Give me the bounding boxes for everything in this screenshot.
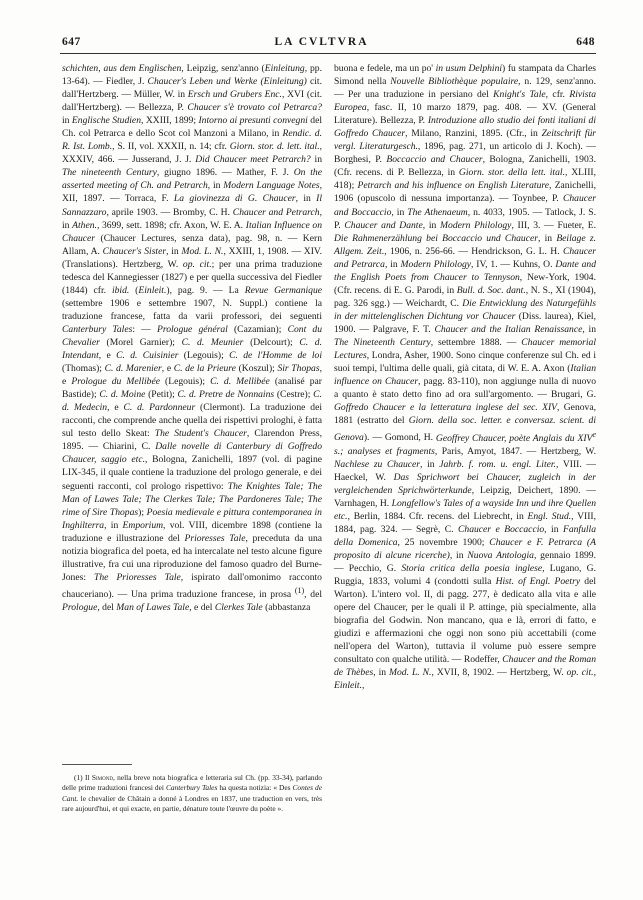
- header-rule: [60, 53, 596, 54]
- right-column-text: buona e fedele, ma un po' in usum Delphini) fu stampata da Charles Simond nella Nouvelle Bibliothèque populaire, n. 129, senz'anno. — Per una traduzione in persiano del Knight's Tale, cfr. Rivista Europea, fasc. II, 10 marzo 1879, pag. 408. — XV. (General Literature). Bellezza, P. Introduzione allo studio dei fonti italiani di Goffredo Chaucer, Milano, Ranzini, 1895. (Cfr., in Zeitschrift für vergl. Literaturgesch., 1896, pag. 271, un articolo di J. Koch). — Borghesi, P. Boccaccio and Chaucer, Bologna, Zanichelli, 1903. (Cfr. recens. di P. Bellezza, in Giorn. stor. della lett. ital., XLIII, 418); Petrarch and his influence on English Literature, Zanichelli, 1906 (opuscolo di nessuna importanza). — Toynbee, P. Chaucer and Boccaccio, in The Athenaeum, n. 4033, 1905. — Tatlock, J. S. P. Chaucer and Dante, in Modern Philology, III, 3. — Fueter, E. Die Rahmenerzählung bei Boccaccio und Chaucer, in Beilage z. Allgem. Zeit., 1906, n. 256-66. — Hendrickson, G. L. H. Chaucer and Petrarca, in Modern Philology, IV, 1. — Kuhns, O. Dante and the English Poets from Chaucer to Tennyson, New-York, 1904. (Cfr. recens. di E. G. Parodi, in Bull. d. Soc. dant., N. S., XI (1904), pag. 326 sgg.) — Weichardt, C. Die Entwicklung des Naturgefühls in der mittelenglischen Dichtung vor Chaucer (Diss. laurea), Kiel, 1900. — Palgrave, F. T. Chaucer and the Italian Renaissance, in The Nineteenth Century, settembre 1888. — Chaucer memorial Lectures, Londra, Asher, 1900. Sono cinque conferenze sul Ch. ed i suoi tempi, l'ultima delle quali, già citata, di W. E. A. Axon (Italian influence on Chaucer, pagg. 83-110), non aggiunge nulla di nuovo a quanto è stato detto fino ad ora sull'argomento. — Brugari, G. Goffredo Chaucer e la letteratura inglese del sec. XIV, Genova, 1881 (estratto del Giorn. della soc. letter. e conversaz. scient. di Genova). — Gomond, H. Geoffrey Chaucer, poète Anglais du XIVe s.; analyses et fragments, Paris, Amyot, 1847. — Hertzberg, W. Nachlese zu Chaucer, in Jahrb. f. rom. u. engl. Liter., VIII. — Haeckel, W. Das Sprichwort bei Chaucer, zugleich in der vergleichenden Sprichwörterkunde, Leipzig, Deichert, 1890. — Varnhagen, H. Longfellow's Tales of a wayside Inn und ihre Quellen etc., Berlin, 1884. Cfr. recens. del Liebrecht, in Engl. Stud., VIII, 1884, pag. 324. — Segrè, C. Chaucer e Boccaccio, in Fanfulla della Domenica, 25 novembre 1900; Chaucer e F. Petrarca (A proposito di alcune ricerche), in Nuova Antologia, gennaio 1899. — Pecchio, G. Storia critica della poesia inglese, Lugano, G. Ruggia, 1833, volumi 4 (condotti sulla Hist. of Engl. Poetry del Warton). L'intero vol. II, di pagg. 277, è dedicato alla vita e alle opere del Chaucer, per le quali il P. attinge, più specialmente, alla biografia del Godwin. Non mancano, qua e là, errori di fatto, e giudizi e affermazioni che oggi non sono più accettabili (come nell'opera del Warton), tuttavia il volume può essere sempre consultato con qualche utilità. — Rodeffer, Chaucer and the Roman de Thèbes, in Mod. L. N., XVII, 8, 1902. — Hertzberg, W. op. cit., Einleit.,: [334, 63, 597, 692]
- left-column: [62, 62, 322, 614]
- running-title: LA CVLTVRA: [274, 36, 369, 48]
- footnote: [62, 773, 322, 814]
- footnote-text: (1) Il Simond, nella breve nota biografica e letteraria sul Ch. (pp. 33-34), parlando delle prime traduzioni francesi dei Canterbury Tales ha questa notizia: « Des Contes de Cant. le chevalier de Châtain a donné à Londres en 1837, une traduction en vers, très rare aujourd'hui, et qui exacte, en partie, dénature toute l'œuvre du poète ».: [62, 773, 323, 813]
- page-number-left: 647: [62, 36, 81, 48]
- page-number-right: 648: [576, 36, 595, 48]
- footnote-rule: [62, 764, 132, 765]
- right-column: [334, 62, 596, 692]
- left-column-text: schichten, aus dem Englischen, Leipzig, senz'anno (Einleitung, pp. 13-64). — Fiedler, J. Chaucer's Leben und Werke (Einleitung) cit. dall'Hertzberg. — Müller, W. in Ersch und Grubers Enc., XVI (cit. dall'Hertzberg). — Bellezza, P. Chaucer s'è trovato col Petrarca? in Englische Studien, XXIII, 1899; Intorno ai presunti convegni del Ch. col Petrarca e dello Scot col Manzoni a Milano, in Rendic. d. R. Ist. Lomb., S. II, vol. XXXII, n. 14; cfr. Giorn. stor. d. lett. ital., XXXIV, 466. — Jusserand, J. J. Did Chaucer meet Petrarch? in The nineteenth Century, giugno 1896. — Mather, F. J. On the asserted meeting of Ch. and Petrarch, in Modern Language Notes, XII, 1897. — Torraca, F. La giovinezza di G. Chaucer, in Il Sannazzaro, aprile 1903. — Bromby, C. H. Chaucer and Petrarch, in Athen., 3699, sett. 1898; cfr. Axon, W. E. A. Italian Influence on Chaucer (Chaucer Lectures, senza data), pag. 98, n. — Kern Allam, A. Chaucer's Sister, in Mod. L. N., XXIII, 1, 1908. — XIV. (Translations). Hertzberg, W. op. cit.; per una prima traduzione tedesca del Kannegiesser (1827) e per quella successiva del Fiedler (1844) cfr. ibid. (Einleit.), pag. 9. — La Revue Germanique (settembre 1906 e settembre 1907, N. Suppl.) contiene la traduzione francese, fatta da varii professori, dei seguenti Canterbury Tales: — Prologue général (Cazamian); Cont du Chevalier (Morel Garnier); C. d. Meunier (Delcourt); C. d. Intendant, e C. d. Cuisinier (Legouis); C. de l'Homme de loi (Thomas); C. d. Marenier, e C. de la Prieure (Koszul); Sir Thopas, e Prologue du Mellibée (Legouis); C. d. Mellibée (analisé par Bastide); C. d. Moine (Petit); C. d. Pretre de Nonnains (Cestre); C. d. Medecin, e C. d. Pardonneur (Clermont). La traduzione dei racconti, che comprende anche quella dei rispettivi prologhi, è fatta sul testo dello Skeat: The Student's Chaucer, Clarendon Press, 1895. — Chiarini, C. Dalle novelle di Canterbury di Goffredo Chaucer, saggio etc., Bologna, Zanichelli, 1897 (vol. di pagine LIX-345, il quale contiene la traduzione del prologo generale, e dei seguenti racconti, col prologo rispettivo: The Knightes Tale; The Man of Lawes Tale; The Clerkes Tale; The Pardoneres Tale; The rime of Sire Thopas); Poesia medievale e pittura contemporanea in Inghilterra, in Emporium, vol. VIII, dicembre 1898 (contiene la traduzione e illustrazione del Prioresses Tale, preceduta da una notizia biografica del poeta, ed ha intercalate nel testo alcune figure illustrative, fra cui una riproduzione del famoso quadro del Burne-Jones: The Prioresses Tale, ispirato dall'omonimo racconto chauceriano). — Una prima traduzione francese, in prosa $^{(1)}$, del Prologue, del Man of Lawes Tale, e del Clerkes Tale (abbastanza: [62, 63, 323, 614]
